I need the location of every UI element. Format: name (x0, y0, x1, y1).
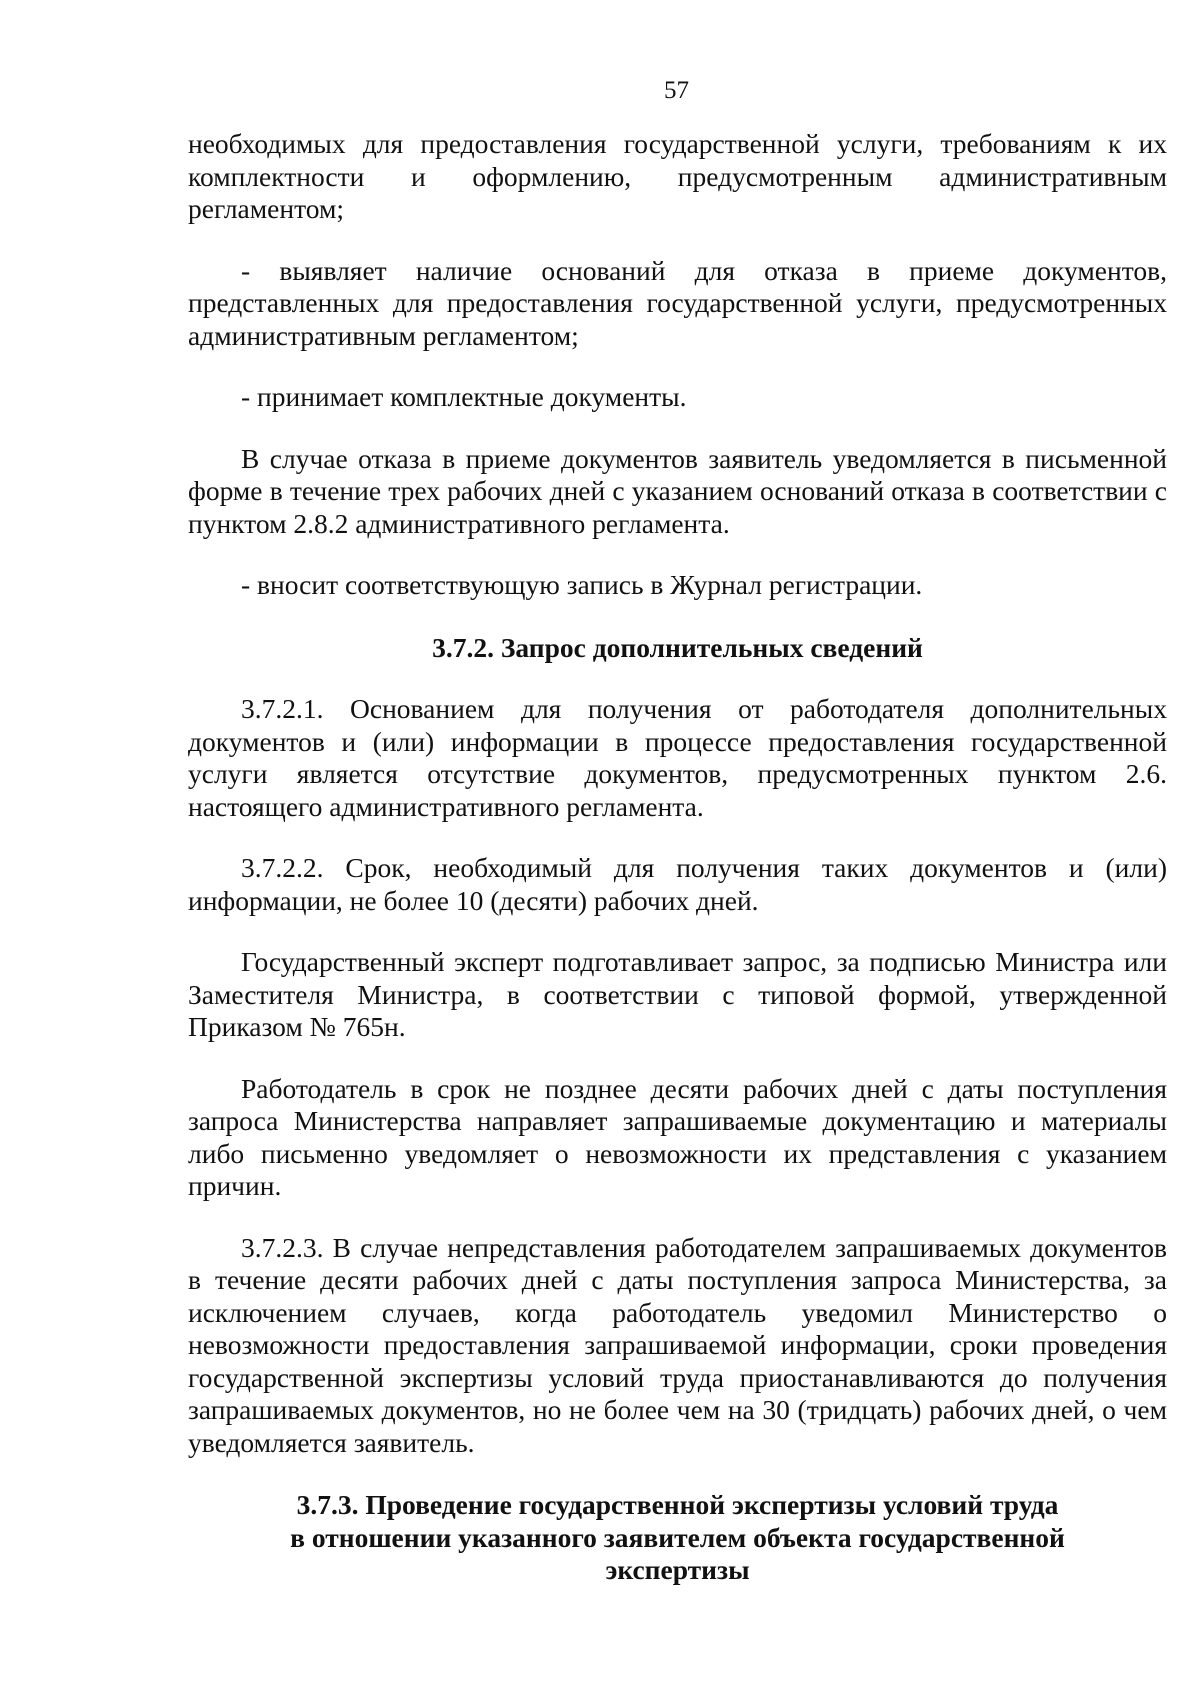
page-body (188, 128, 1167, 1587)
paragraph-expert-request: Государственный эксперт подготавливает запрос, за подписью Министра или Заместителя Министра, в соответствии с типовой формой, утвержденной Приказом № 765н. (188, 946, 1167, 1042)
paragraph-3-7-2-1: 3.7.2.1. Основанием для получения от работодателя дополнительных документов и (или) информации в процессе предоставления государственной услуги является отсутствие документов, предусмотренных пунктом 2.6. настоящего административного регламента. (188, 693, 1167, 822)
section-heading-3-7-3 (188, 1489, 1167, 1587)
paragraph-continuation: необходимых для предоставления государственной услуги, требованиям к их комплектности и оформлению, предусмотренным административным регламентом; (188, 128, 1167, 224)
list-item-register-entry: - вносит соответствующую запись в Журнал регистрации. (241, 569, 923, 600)
paragraph-refusal-notice: В случае отказа в приеме документов заявитель уведомляется в письменной форме в течение трех рабочих дней с указанием оснований отказа в соответствии с пунктом 2.8.2 административного регламента. (188, 442, 1167, 539)
section-heading-3-7-3-line-2: в отношении указанного заявителем объекта государственной (290, 1521, 1065, 1553)
paragraph-3-7-2-3: 3.7.2.3. В случае непредставления работодателем запрашиваемых документов в течение десяти рабочих дней с даты поступления запроса Министерства, за исключением случаев, когда работодатель уведомил Министерство о невозможности предоставления запрашиваемой информации, сроки проведения государственной экспертизы условий труда приостанавливаются до получения запрашиваемых документов, но не более чем на 30 (тридцать) рабочих дней, о чем уведомляется заявитель. (188, 1231, 1167, 1458)
list-item-accept-documents: - принимает комплектные документы. (241, 381, 687, 412)
list-item-identify-refusal-grounds: - выявляет наличие оснований для отказа в приеме документов, представленных для предоставления государственной услуги, предусмотренных административным регламентом; (188, 254, 1167, 351)
paragraph-employer-response: Работодатель в срок не позднее десяти рабочих дней с даты поступления запроса Министерства направляет запрашиваемые документацию и материалы либо письменно уведомляет о невозможности их представления с указанием причин. (188, 1072, 1167, 1201)
section-heading-3-7-3-line-1: 3.7.3. Проведение государственной экспертизы условий труда (296, 1489, 1059, 1520)
section-heading-3-7-2: 3.7.2. Запрос дополнительных сведений (432, 631, 923, 663)
page-number: 57 (664, 77, 689, 104)
section-heading-3-7-3-line-3: экспертизы (605, 1554, 750, 1585)
paragraph-3-7-2-2: 3.7.2.2. Срок, необходимый для получения таких документов и (или) информации, не более 10 (десяти) рабочих дней. (188, 852, 1167, 916)
